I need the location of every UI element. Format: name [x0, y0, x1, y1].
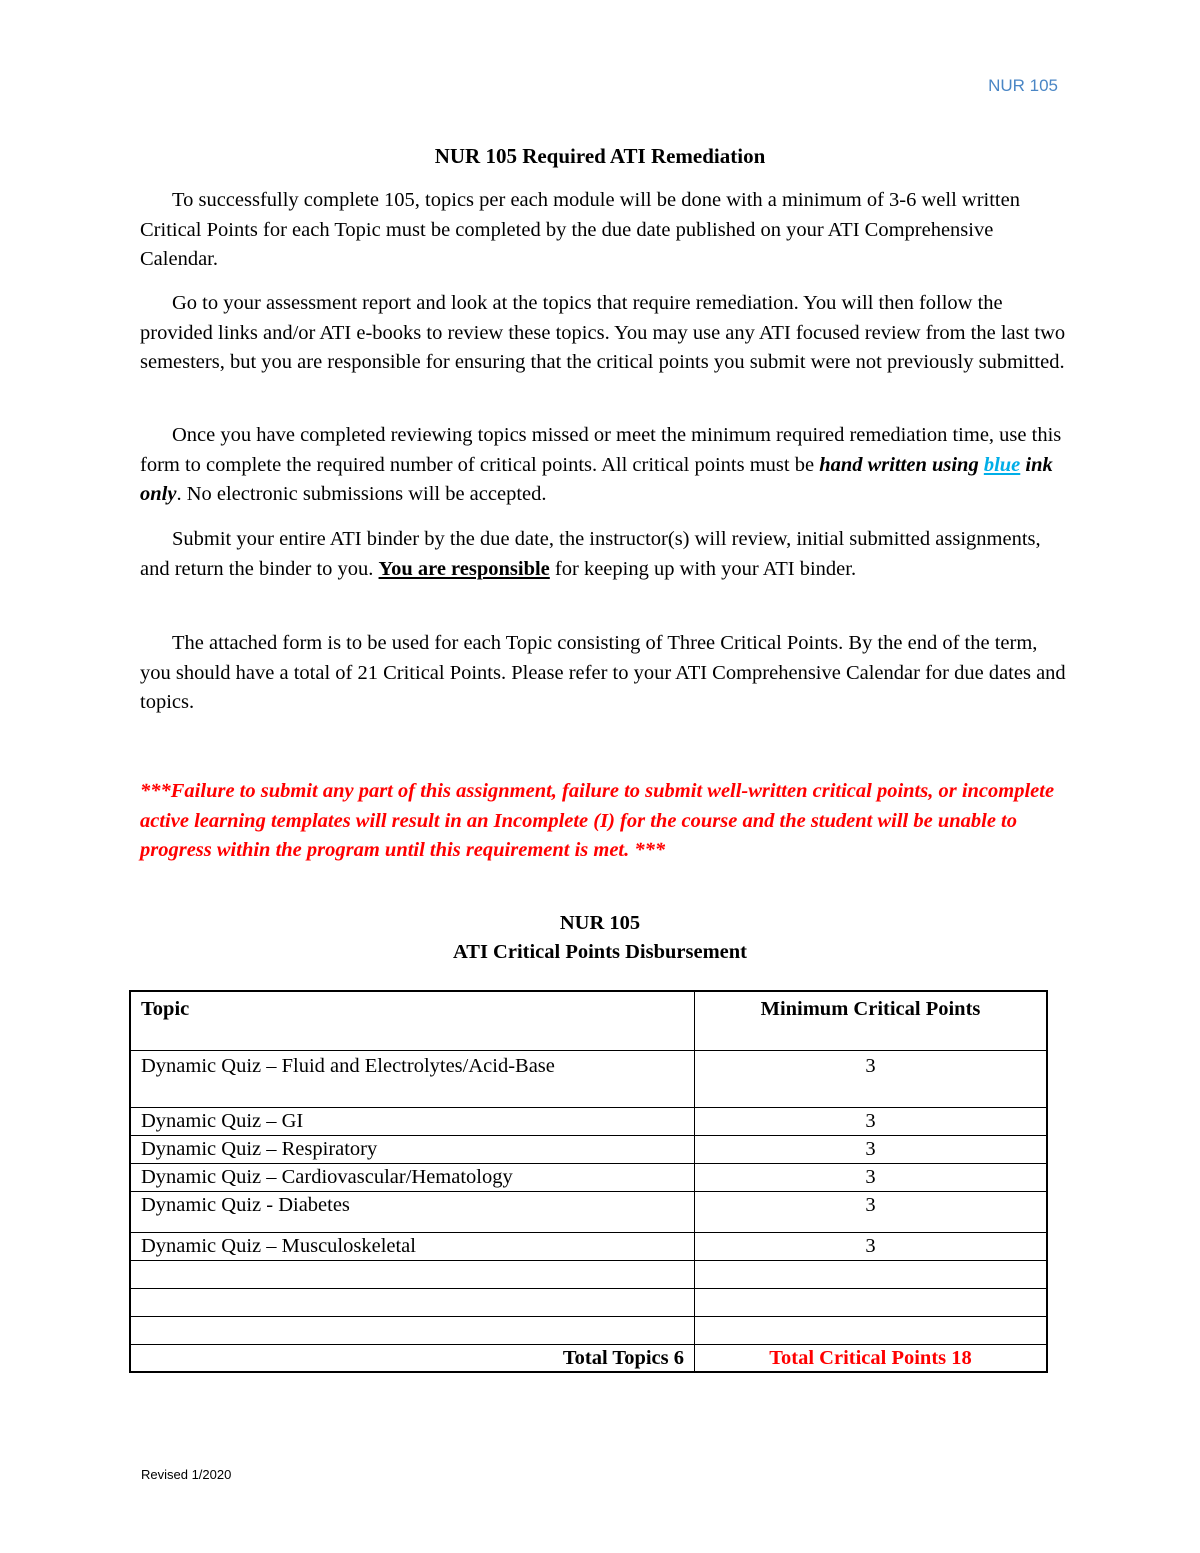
instructions-text: Once you have completed reviewing topics missed or meet the minimum required remediation time, use this form to complete the required number of critical points. All critical points must be — [140, 424, 1062, 476]
topic-cell: Dynamic Quiz – Musculoskeletal — [130, 1233, 695, 1261]
critical-points-table — [129, 990, 1048, 1373]
points-cell-blank — [695, 1317, 1048, 1345]
table-row-blank — [130, 1317, 1047, 1345]
topic-cell-blank — [130, 1261, 695, 1289]
instructions-emphasis-end: ink only — [140, 453, 1053, 505]
instructions-text-end: . No electronic submissions will be accepted. — [176, 483, 547, 505]
revision-footer: Revised 1/2020 — [141, 1467, 232, 1482]
table-heading-course: NUR 105 — [559, 912, 641, 934]
topic-cell: Dynamic Quiz – Respiratory — [130, 1136, 695, 1164]
table-row — [130, 1051, 1047, 1108]
topic-cell: Dynamic Quiz – GI — [130, 1108, 695, 1136]
table-row — [130, 1108, 1047, 1136]
points-cell-blank — [695, 1261, 1048, 1289]
table-heading-title: ATI Critical Points Disbursement — [452, 941, 747, 963]
failure-warning: ***Failure to submit any part of this assignment, failure to submit well-written critical points, or incomplete active learning templates will result in an Incomplete (I) for the course and the student will be unable to progress within the program until this requirement is met. *** — [140, 780, 1055, 861]
paragraph-intro: To successfully complete 105, topics per each module will be done with a minimum of 3-6 well written Critical Points for each Topic must be completed by the due date published on your ATI Comprehensive Calendar. — [140, 189, 1020, 270]
points-cell: 3 — [695, 1233, 1048, 1261]
points-cell: 3 — [695, 1136, 1048, 1164]
table-row — [130, 1233, 1047, 1261]
table-row — [130, 1136, 1047, 1164]
table-header-row — [130, 991, 1047, 1051]
total-critical-points: Total Critical Points 18 — [695, 1345, 1048, 1373]
responsibility-emphasis: You are responsible — [378, 557, 550, 580]
paragraph-assessment: Go to your assessment report and look at the topics that require remediation. You will then follow the provided links and/or ATI e-books to review these topics. You may use any ATI focused review from the last two semesters, but you are responsible for ensuring that the critical points you submit were not previously submitted. — [140, 292, 1066, 373]
header-topic: Topic — [130, 991, 695, 1051]
paragraph-attached-form: The attached form is to be used for each Topic consisting of Three Critical Points. By the end of the term, you should have a total of 21 Critical Points. Please refer to your ATI Comprehensive Calendar for due dates and topics. — [140, 632, 1066, 713]
points-cell: 3 — [695, 1164, 1048, 1192]
header-points: Minimum Critical Points — [695, 991, 1048, 1051]
points-cell-blank — [695, 1289, 1048, 1317]
topic-cell: Dynamic Quiz – Cardiovascular/Hematology — [130, 1164, 695, 1192]
table-row-blank — [130, 1261, 1047, 1289]
page-title: NUR 105 Required ATI Remediation — [434, 144, 766, 168]
points-cell: 3 — [695, 1192, 1048, 1233]
paragraph-instructions — [140, 421, 1070, 510]
table-heading — [0, 909, 1200, 967]
topic-cell-blank — [130, 1317, 695, 1345]
table-row — [130, 1164, 1047, 1192]
topic-cell-blank — [130, 1289, 695, 1317]
table-row-blank — [130, 1289, 1047, 1317]
topic-cell: Dynamic Quiz – Fluid and Electrolytes/Acid-Base — [130, 1051, 695, 1108]
points-cell: 3 — [695, 1108, 1048, 1136]
course-header-tag: NUR 105 — [988, 76, 1058, 95]
instructions-emphasis: hand written using — [819, 453, 984, 476]
total-topics: Total Topics 6 — [130, 1345, 695, 1373]
submit-text: Submit your entire ATI binder by the due date, the instructor(s) will review, initial submitted assignments, and return the binder to you. — [140, 528, 1041, 580]
blue-ink-link[interactable]: blue — [983, 453, 1021, 476]
paragraph-submit — [140, 525, 1070, 584]
points-cell: 3 — [695, 1051, 1048, 1108]
submit-text-end: for keeping up with your ATI binder. — [549, 557, 857, 580]
table-total-row — [130, 1345, 1047, 1373]
topic-cell: Dynamic Quiz - Diabetes — [130, 1192, 695, 1233]
table-row — [130, 1192, 1047, 1233]
